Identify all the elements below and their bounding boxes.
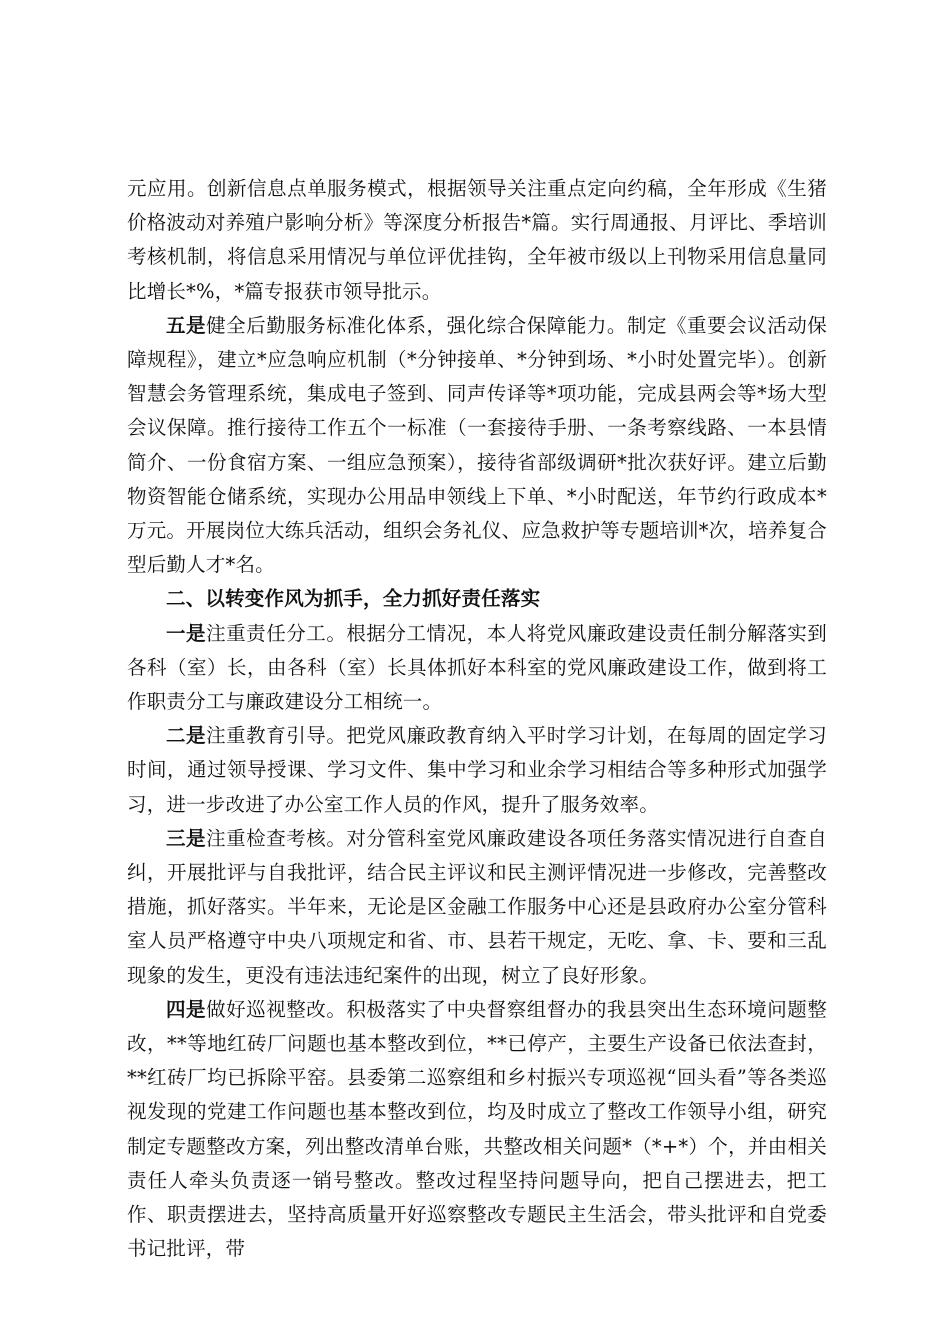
paragraph-continued: 元应用。创新信息点单服务模式，根据领导关注重点定向约稿，全年形成《生猪价格波动对养殖户影响分析》等深度分析报告*篇。实行周通报、月评比、季培训考核机制，将信息采用情况与单位评优挂钩，全年被市级以上刊物采用信息量同比增长*%，*篇专报获市领导批示。 — [127, 177, 827, 303]
paragraph-one-body: 注重责任分工。根据分工情况，本人将党风廉政建设责任制分解落实到各科（室）长，由各科（室）长具体抓好本科室的党风廉政建设工作，做到将工作职责分工与廉政建设分工相统一。 — [127, 621, 828, 714]
paragraph-five — [127, 309, 827, 583]
paragraph-four-lead: 四是 — [166, 997, 207, 1021]
section-heading-two: 二、以转变作风为抓手，全力抓好责任落实 — [166, 587, 541, 611]
paragraph-five-lead: 五是 — [166, 313, 207, 337]
paragraph-one-lead: 一是 — [166, 621, 207, 645]
paragraph-three-lead: 三是 — [166, 826, 207, 850]
paragraph-three-body: 注重检查考核。对分管科室党风廉政建设各项任务落实情况进行自查自纠，开展批评与自我批评，结合民主评议和民主测评情况进一步修改，完善整改措施，抓好落实。半年来，无论是区金融工作服务中心还是县政府办公室分管科室人员严格遵守中央八项规定和省、市、县若干规定，无吃、拿、卡、要和三乱现象的发生，更没有违法违纪案件的出现，树立了良好形象。 — [127, 826, 828, 987]
paragraph-two — [127, 719, 827, 822]
paragraph-one — [127, 617, 827, 720]
paragraph-four — [127, 993, 827, 1267]
paragraph-five-body: 健全后勤服务标准化体系，强化综合保障能力。制定《重要会议活动保障规程》，建立*应急响应机制（*分钟接单、*分钟到场、*小时处置完毕）。创新智慧会务管理系统，集成电子签到、同声传译等*项功能，完成县两会等*场大型会议保障。推行接待工作五个一标准（一套接待手册、一条考察线路、一本县情简介、一份食宿方案、一组应急预案），接待省部级调研*批次获好评。建立后勤物资智能仓储系统，实现办公用品申领线上下单、*小时配送，年节约行政成本*万元。开展岗位大练兵活动，组织会务礼仪、应急救护等专题培训*次，培养复合型后勤人才*名。 — [127, 313, 828, 577]
paragraph-two-lead: 二是 — [166, 724, 207, 748]
paragraph-two-body: 注重教育引导。把党风廉政教育纳入平时学习计划，在每周的固定学习时间，通过领导授课、学习文件、集中学习和业余学习相结合等多种形式加强学习，进一步改进了办公室工作人员的作风，提升了服务效率。 — [127, 724, 828, 816]
paragraph-four-body: 做好巡视整改。积极落实了中央督察组督办的我县突出生态环境问题整改，**等地红砖厂问题也基本整改到位，**已停产，主要生产设备已依法查封，**红砖厂均已拆除平窑。县委第二巡察组和乡村振兴专项巡视“回头看”等各类巡视发现的党建工作问题也基本整改到位，均及时成立了整改工作领导小组，研究制定专题整改方案，列出整改清单台账，共整改相关问题*（*+*）个，并由相关责任人牵头负责逐一销号整改。整改过程坚持问题导向，把自己摆进去，把工作、职责摆进去，坚持高质量开好巡察整改专题民主生活会，带头批评和自党委书记批评，带 — [127, 997, 828, 1261]
paragraph-three — [127, 822, 827, 993]
document-page — [127, 172, 827, 1267]
